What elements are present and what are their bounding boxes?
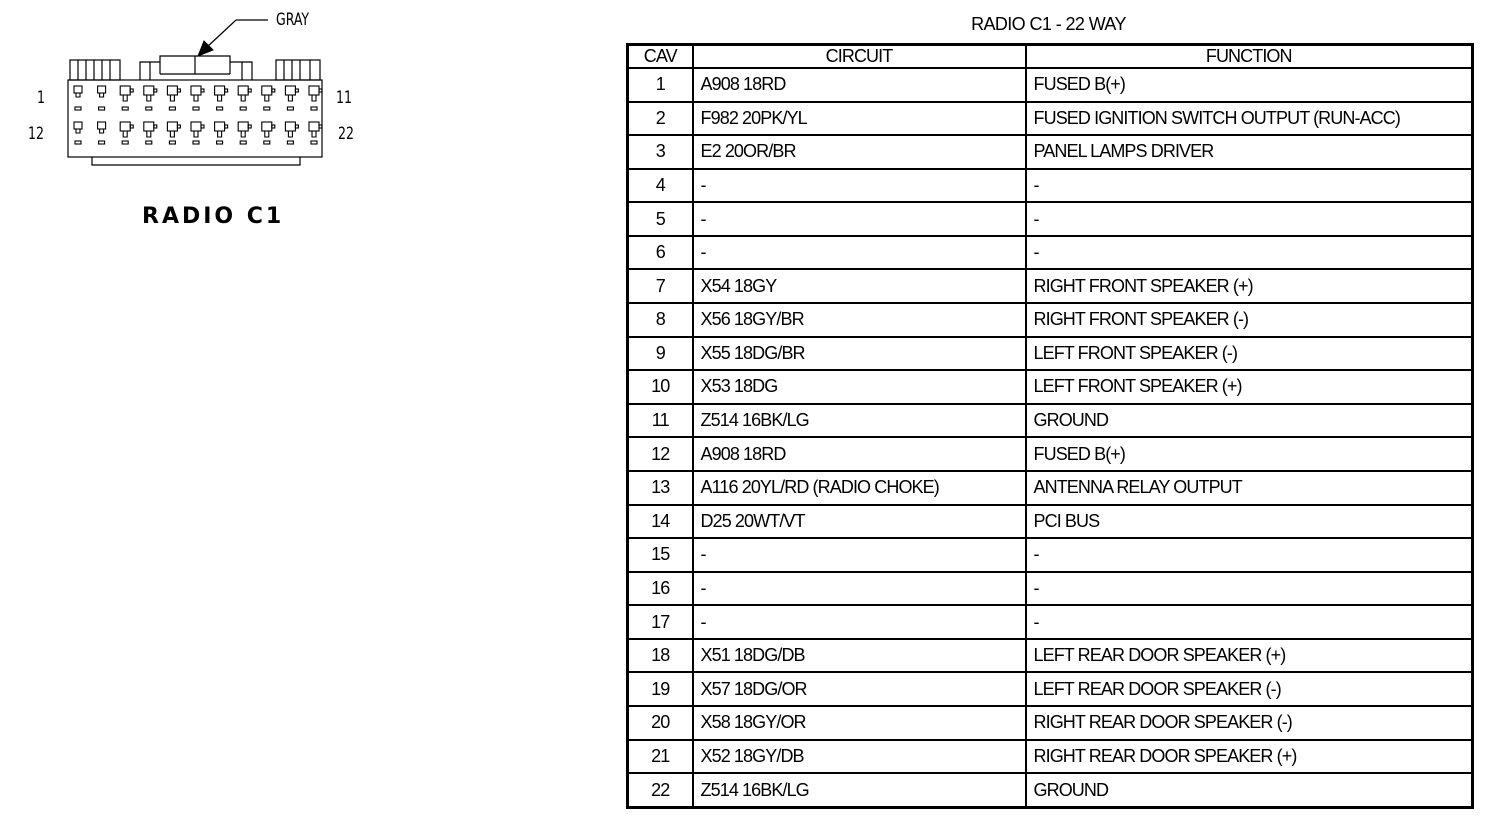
cell-circuit: Z514 16BK/LG xyxy=(693,773,1026,807)
table-row xyxy=(628,202,1473,236)
cell-circuit: X58 18GY/OR xyxy=(693,706,1026,740)
cell-cav: 20 xyxy=(628,706,693,740)
cell-function: GROUND xyxy=(1026,404,1473,438)
cell-circuit: X52 18GY/DB xyxy=(693,740,1026,774)
table-row xyxy=(628,236,1473,270)
connector-name: RADIO C1 xyxy=(142,204,285,229)
cell-function: - xyxy=(1026,605,1473,639)
pin-cavity xyxy=(144,86,157,110)
cell-function: RIGHT FRONT SPEAKER (-) xyxy=(1026,303,1473,337)
table-row xyxy=(628,672,1473,706)
gray-pointer-arrow xyxy=(198,20,268,56)
cell-function: - xyxy=(1026,236,1473,270)
cell-circuit: X54 18GY xyxy=(693,269,1026,303)
table-row xyxy=(628,135,1473,169)
pin-cavity xyxy=(238,122,251,144)
table-title: RADIO C1 - 22 WAY xyxy=(971,14,1126,34)
cell-circuit: X55 18DG/BR xyxy=(693,337,1026,371)
table-row xyxy=(628,505,1473,539)
pin-cavity xyxy=(238,86,251,110)
pin-label-12: 12 xyxy=(28,124,44,144)
cell-circuit: - xyxy=(693,169,1026,203)
cell-circuit: A908 18RD xyxy=(693,68,1026,102)
connector-skirt xyxy=(92,157,300,165)
cell-cav: 15 xyxy=(628,538,693,572)
cell-circuit: X57 18DG/OR xyxy=(693,672,1026,706)
cell-cav: 6 xyxy=(628,236,693,270)
cell-function: LEFT REAR DOOR SPEAKER (+) xyxy=(1026,639,1473,673)
cell-cav: 8 xyxy=(628,303,693,337)
cell-circuit: X51 18DG/DB xyxy=(693,639,1026,673)
table-row xyxy=(628,169,1473,203)
pin-cavity xyxy=(120,86,133,110)
cell-cav: 18 xyxy=(628,639,693,673)
cell-cav: 9 xyxy=(628,337,693,371)
pin-cavity xyxy=(98,122,106,144)
pin-cavity xyxy=(167,86,180,110)
connector-center-lock xyxy=(140,56,252,80)
table-row xyxy=(628,337,1473,371)
pin-cavity xyxy=(191,86,204,110)
cell-circuit: - xyxy=(693,538,1026,572)
table-row xyxy=(628,538,1473,572)
cell-function: - xyxy=(1026,538,1473,572)
cell-function: - xyxy=(1026,169,1473,203)
cell-cav: 3 xyxy=(628,135,693,169)
table-row xyxy=(628,269,1473,303)
table-row xyxy=(628,740,1473,774)
cell-function: - xyxy=(1026,202,1473,236)
pin-cavity xyxy=(144,122,157,144)
pin-cavity xyxy=(74,122,82,144)
cell-cav: 13 xyxy=(628,471,693,505)
pin-cavity xyxy=(191,122,204,144)
cell-function: RIGHT REAR DOOR SPEAKER (+) xyxy=(1026,740,1473,774)
cell-circuit: A908 18RD xyxy=(693,437,1026,471)
cell-cav: 1 xyxy=(628,68,693,102)
pin-cavity xyxy=(309,122,322,144)
pin-cavity xyxy=(215,122,228,144)
table-row xyxy=(628,370,1473,404)
cell-cav: 12 xyxy=(628,437,693,471)
pin-cavity xyxy=(120,122,133,144)
cell-function: FUSED IGNITION SWITCH OUTPUT (RUN-ACC) xyxy=(1026,102,1473,136)
pin-cavity xyxy=(285,86,298,110)
cell-circuit: - xyxy=(693,605,1026,639)
table-header-row xyxy=(628,45,1473,69)
table-row xyxy=(628,605,1473,639)
cell-function: LEFT REAR DOOR SPEAKER (-) xyxy=(1026,672,1473,706)
cell-cav: 5 xyxy=(628,202,693,236)
table-row xyxy=(628,68,1473,102)
table-row xyxy=(628,437,1473,471)
header-circuit: CIRCUIT xyxy=(693,45,1026,69)
connector-diagram xyxy=(0,0,600,240)
cell-cav: 16 xyxy=(628,572,693,606)
cell-cav: 17 xyxy=(628,605,693,639)
table-row xyxy=(628,706,1473,740)
cell-function: FUSED B(+) xyxy=(1026,68,1473,102)
pin-cavity xyxy=(262,122,275,144)
cell-function: ANTENNA RELAY OUTPUT xyxy=(1026,471,1473,505)
table-row xyxy=(628,639,1473,673)
pin-cavity xyxy=(167,122,180,144)
table-row xyxy=(628,303,1473,337)
pinout-table xyxy=(626,43,1474,809)
cell-function: GROUND xyxy=(1026,773,1473,807)
pin-cavity xyxy=(215,86,228,110)
cell-function: FUSED B(+) xyxy=(1026,437,1473,471)
cell-circuit: - xyxy=(693,202,1026,236)
pin-cavity xyxy=(98,86,106,110)
cell-function: PCI BUS xyxy=(1026,505,1473,539)
cell-cav: 22 xyxy=(628,773,693,807)
cell-circuit: D25 20WT/VT xyxy=(693,505,1026,539)
cell-function: LEFT FRONT SPEAKER (-) xyxy=(1026,337,1473,371)
cell-circuit: X53 18DG xyxy=(693,370,1026,404)
pin-row-bottom xyxy=(74,122,322,144)
table-row xyxy=(628,404,1473,438)
cell-cav: 21 xyxy=(628,740,693,774)
cell-cav: 4 xyxy=(628,169,693,203)
cell-function: - xyxy=(1026,572,1473,606)
table-row xyxy=(628,102,1473,136)
cell-function: PANEL LAMPS DRIVER xyxy=(1026,135,1473,169)
cell-cav: 11 xyxy=(628,404,693,438)
cell-circuit: A116 20YL/RD (RADIO CHOKE) xyxy=(693,471,1026,505)
table-row xyxy=(628,572,1473,606)
cell-function: LEFT FRONT SPEAKER (+) xyxy=(1026,370,1473,404)
pin-label-1: 1 xyxy=(37,88,45,108)
table-row xyxy=(628,773,1473,807)
cell-circuit: - xyxy=(693,572,1026,606)
pin-cavity xyxy=(262,86,275,110)
cell-cav: 14 xyxy=(628,505,693,539)
cell-circuit: X56 18GY/BR xyxy=(693,303,1026,337)
cell-cav: 7 xyxy=(628,269,693,303)
cell-cav: 19 xyxy=(628,672,693,706)
cell-circuit: F982 20PK/YL xyxy=(693,102,1026,136)
cell-cav: 2 xyxy=(628,102,693,136)
connector-latch-right xyxy=(276,60,320,80)
cell-circuit: - xyxy=(693,236,1026,270)
cell-cav: 10 xyxy=(628,370,693,404)
cell-circuit: Z514 16BK/LG xyxy=(693,404,1026,438)
pin-cavity xyxy=(74,86,82,110)
header-function: FUNCTION xyxy=(1026,45,1473,69)
pin-cavity xyxy=(285,122,298,144)
cell-function: RIGHT REAR DOOR SPEAKER (-) xyxy=(1026,706,1473,740)
pin-cavity xyxy=(309,86,322,110)
pin-label-11: 11 xyxy=(336,88,352,108)
cell-function: RIGHT FRONT SPEAKER (+) xyxy=(1026,269,1473,303)
header-cav: CAV xyxy=(628,45,693,69)
cell-circuit: E2 20OR/BR xyxy=(693,135,1026,169)
pin-label-22: 22 xyxy=(338,124,354,144)
connector-color-label: GRAY xyxy=(276,10,310,30)
table-row xyxy=(628,471,1473,505)
pin-row-top xyxy=(74,86,322,110)
